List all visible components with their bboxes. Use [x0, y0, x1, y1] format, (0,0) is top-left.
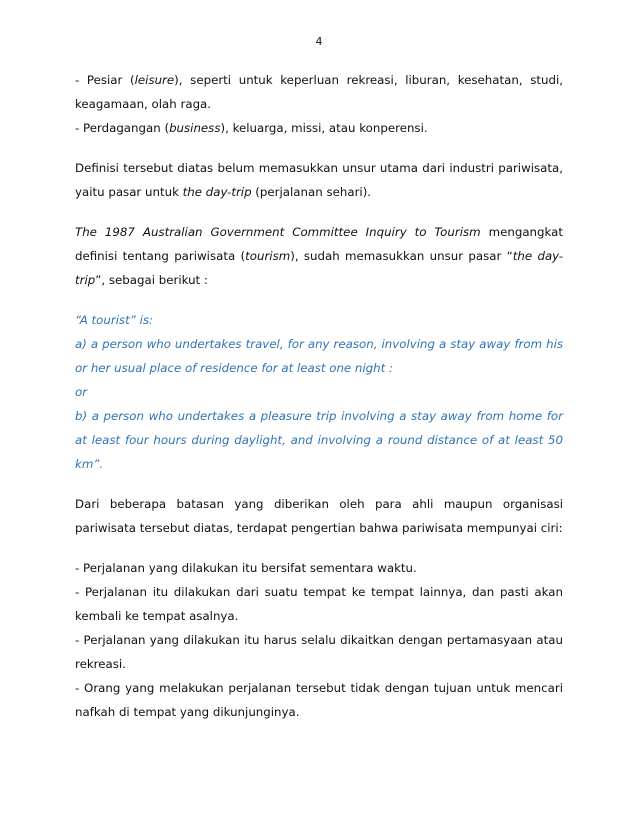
spacer [75, 292, 563, 308]
leisure-term: leisure [134, 73, 175, 87]
business-term: business [169, 121, 221, 135]
summary-paragraph: Dari beberapa batasan yang diberikan oleh para ahli maupun organisasi pariwisata tersebut diatas, terdapat pengertian bahwa pariwisata mempunyai ciri: [75, 497, 563, 535]
definition-paragraph [75, 156, 563, 204]
committee-text-3: ”, sebagai berikut : [95, 273, 208, 287]
quote-or: or [75, 385, 88, 399]
committee-day-trip-term: the day-trip [75, 249, 563, 287]
tourism-term: tourism [245, 249, 291, 263]
list-item-business [75, 116, 563, 140]
day-trip-term: the day-trip [182, 185, 252, 199]
committee-title: The 1987 Australian Government Committee Inquiry to Tourism [75, 225, 481, 239]
quote-item-b: b) a person who undertakes a pleasure trip involving a stay away from home for at least four hours during daylight, and involving a round distance of at least 50 km”. [75, 409, 563, 471]
characteristic-item: - Perjalanan itu dilakukan dari suatu tempat ke tempat lainnya, dan pasti akan kembali ke tempat asalnya. [75, 585, 563, 623]
list-item-leisure-prefix: - Pesiar ( [75, 73, 135, 87]
list-item-business-suffix: ), keluarga, missi, atau konperensi. [220, 121, 428, 135]
document-body [75, 68, 563, 724]
definition-text-1: Definisi tersebut diatas belum memasukkan unsur utama dari industri pariwisata, yaitu pasar untuk [75, 161, 563, 199]
committee-text-2: ), sudah memasukkan unsur pasar “ [290, 249, 513, 263]
spacer [75, 540, 563, 556]
committee-text-1: mengangkat definisi tentang pariwisata ( [75, 225, 563, 263]
quote-heading: “A tourist” is: [75, 313, 154, 327]
definition-text-2: (perjalanan sehari). [251, 185, 372, 199]
characteristic-item: - Perjalanan yang dilakukan itu harus selalu dikaitkan dengan pertamasyaan atau rekreasi. [75, 633, 563, 671]
spacer [75, 140, 563, 156]
list-item-business-prefix: - Perdagangan ( [75, 121, 170, 135]
spacer [75, 476, 563, 492]
committee-paragraph [75, 220, 563, 292]
characteristic-item: - Perjalanan yang dilakukan itu bersifat sementara waktu. [75, 561, 417, 575]
page-number: 4 [315, 35, 323, 48]
characteristic-item: - Orang yang melakukan perjalanan tersebut tidak dengan tujuan untuk mencari nafkah di tempat yang dikunjunginya. [75, 681, 563, 719]
list-item-leisure-suffix: ), seperti untuk keperluan rekreasi, liburan, kesehatan, studi, keagamaan, olah raga. [75, 73, 563, 111]
quote-item-a: a) a person who undertakes travel, for any reason, involving a stay away from his or her usual place of residence for at least one night : [75, 337, 563, 375]
list-item-leisure [75, 68, 563, 116]
spacer [75, 204, 563, 220]
